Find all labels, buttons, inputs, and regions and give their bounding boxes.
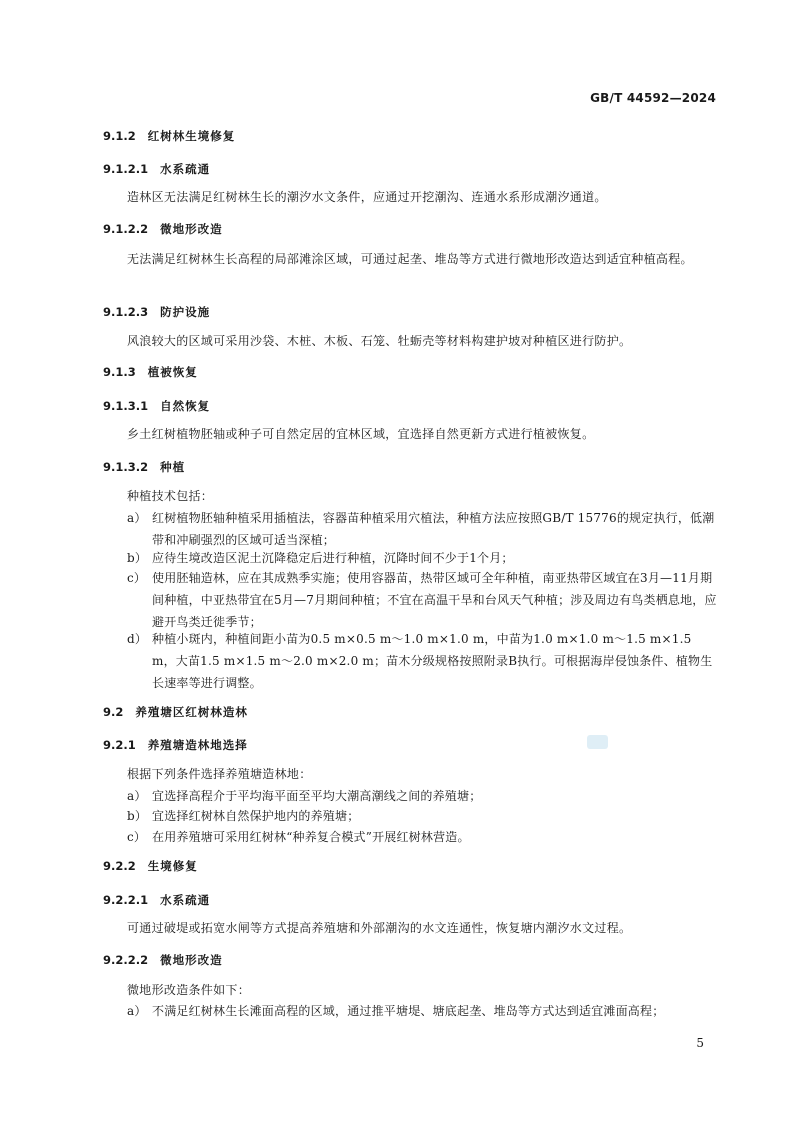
list-item	[127, 628, 718, 694]
section-title: 养殖塘区红树林造林	[135, 705, 248, 719]
section-heading-9-2-2-2	[103, 952, 223, 968]
section-title: 水系疏通	[160, 162, 211, 176]
list-marker: a）	[127, 1004, 147, 1018]
paragraph-pond-hydrology: 可通过破堤或拓宽水闸等方式提高养殖塘和外部潮沟的水文连通性，恢复塘内潮汐水文过程。	[127, 921, 632, 935]
list-text: 宜选择红树林自然保护地内的养殖塘；	[152, 809, 360, 823]
section-heading-9-1-3-1	[103, 398, 210, 414]
section-heading-9-1-2	[103, 128, 235, 144]
section-title: 红树林生境修复	[147, 129, 236, 143]
list-marker: a）	[127, 789, 147, 803]
list-item	[127, 805, 718, 827]
section-number: 9.1.3.1	[103, 399, 149, 413]
paragraph-natural-recovery: 乡土红树植物胚轴或种子可自然定居的宜林区域，宜选择自然更新方式进行植被恢复。	[127, 427, 595, 441]
list-item	[127, 1000, 718, 1022]
list-marker: d）	[127, 632, 148, 646]
list-item	[127, 547, 718, 569]
list-item	[127, 567, 718, 633]
list-text: 应待生境改造区泥土沉降稳定后进行种植，沉降时间不少于1个月；	[152, 551, 514, 565]
list-item	[127, 826, 718, 848]
list-item	[127, 507, 718, 551]
section-heading-9-1-2-2	[103, 221, 223, 237]
standard-code: GB/T 44592—2024	[590, 91, 716, 105]
paragraph-water-channel: 造林区无法满足红树林生长的潮汐水文条件，应通过开挖潮沟、连通水系形成潮汐通道。	[127, 190, 607, 204]
section-heading-9-2-2	[103, 858, 198, 874]
section-number: 9.1.2.3	[103, 305, 149, 319]
list-marker: c）	[127, 571, 147, 585]
paragraph-micro-terrain-intro: 微地形改造条件如下：	[127, 983, 251, 997]
section-title: 防护设施	[160, 305, 211, 319]
section-title: 植被恢复	[147, 365, 198, 379]
section-number: 9.2	[103, 705, 124, 719]
section-heading-9-1-3	[103, 364, 198, 380]
section-number: 9.1.2	[103, 129, 136, 143]
list-text: 宜选择高程介于平均海平面至平均大潮高潮线之间的养殖塘；	[152, 789, 482, 803]
list-marker: a）	[127, 511, 147, 525]
list-marker: c）	[127, 830, 147, 844]
section-number: 9.1.3	[103, 365, 136, 379]
section-heading-9-2-2-1	[103, 892, 210, 908]
section-number: 9.2.2.2	[103, 953, 149, 967]
section-heading-9-1-3-2	[103, 459, 185, 475]
section-number: 9.2.2.1	[103, 893, 149, 907]
list-text: 红树植物胚轴种植采用插植法，容器苗种植采用穴植法，种植方法应按照GB/T 15776的规定执行，低潮带和冲刷强烈的区域可适当深植；	[152, 511, 715, 547]
list-text: 使用胚轴造林，应在其成熟季实施；使用容器苗，热带区域可全年种植，南亚热带区域宜在3月—11月期间种植，中亚热带宜在5月—7月期间种植；不宜在高温干旱和台风天气种植；涉及周边有鸟类栖息地，应避开鸟类迁徙季节；	[152, 571, 717, 629]
section-title: 养殖塘造林地选择	[147, 738, 248, 752]
watermark-logo	[587, 735, 608, 749]
section-heading-9-1-2-1	[103, 161, 210, 177]
section-title: 自然恢复	[160, 399, 211, 413]
section-number: 9.2.1	[103, 738, 136, 752]
section-title: 微地形改造	[160, 222, 223, 236]
paragraph-micro-terrain: 无法满足红树林生长高程的局部滩涂区域，可通过起垄、堆岛等方式进行微地形改造达到适宜种植高程。	[127, 252, 693, 266]
list-marker: b）	[127, 809, 148, 823]
section-number: 9.2.2	[103, 859, 136, 873]
list-text: 在用养殖塘可采用红树林“种养复合模式”开展红树林营造。	[152, 830, 470, 844]
list-text: 种植小斑内，种植间距小苗为0.5 m×0.5 m～1.0 m×1.0 m，中苗为1.0 m×1.0 m～1.5 m×1.5 m，大苗1.5 m×1.5 m～2.0 m×2.0 m；苗木分级规格按照附录B执行。可根据海岸侵蚀条件、植物生长速率等进行调整。	[152, 632, 713, 690]
section-title: 生境修复	[147, 859, 198, 873]
section-heading-9-2	[103, 704, 248, 720]
section-number: 9.1.3.2	[103, 460, 149, 474]
section-title: 微地形改造	[160, 953, 223, 967]
section-title: 水系疏通	[160, 893, 211, 907]
section-number: 9.1.2.1	[103, 162, 149, 176]
list-text: 不满足红树林生长滩面高程的区域，通过推平塘堤、塘底起垄、堆岛等方式达到适宜滩面高程；	[152, 1004, 665, 1018]
page-number: 5	[696, 1036, 704, 1050]
list-item	[127, 785, 718, 807]
paragraph-protection: 风浪较大的区域可采用沙袋、木桩、木板、石笼、牡蛎壳等材料构建护坡对种植区进行防护。	[127, 334, 632, 348]
section-heading-9-2-1	[103, 737, 248, 753]
section-title: 种植	[160, 460, 186, 474]
list-marker: b）	[127, 551, 148, 565]
paragraph-site-selection-intro: 根据下列条件选择养殖塘造林地：	[127, 767, 312, 781]
section-heading-9-1-2-3	[103, 304, 210, 320]
paragraph-planting-intro: 种植技术包括：	[127, 489, 214, 503]
section-number: 9.1.2.2	[103, 222, 149, 236]
